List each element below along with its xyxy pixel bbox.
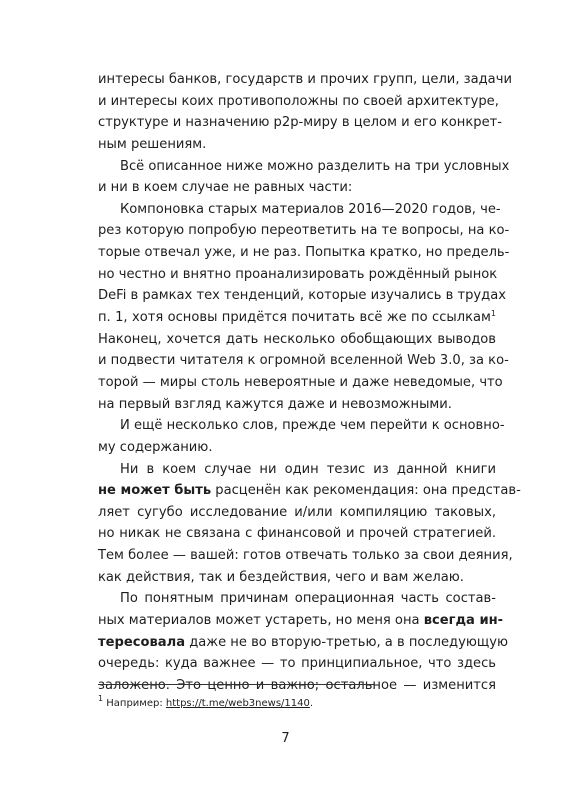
text-line: ным решениям. [98, 137, 207, 152]
text-line: и ни в коем случае не равных части: [98, 180, 353, 195]
text-line: торые отвечал уже, и не раз. Попытка кратко, но предель- [98, 245, 510, 260]
text-line: Всё описанное ниже можно разделить на три условных [120, 159, 510, 174]
text-segment: даже не во вторую-третью, а в последующую [185, 635, 508, 650]
bold-phrase: тересовала [98, 635, 186, 650]
text-line: но никак не связана с финансовой и прочей стратегией. [98, 526, 496, 541]
text-line: Наконец, хочется дать несколько обобщающих выводов [98, 332, 496, 347]
footnote-text: Например: [103, 698, 166, 709]
text-line: Компоновка старых материалов 2016—2020 годов, че- [120, 202, 501, 217]
text-line: заложено. Это ценно и важно; остальное — изменится [98, 678, 496, 693]
text-segment: п. 1, хотя основы придётся почитать всё же по ссылкам [98, 310, 491, 325]
text-line: ляет сугубо исследование и/или компиляцию таковых, [98, 505, 496, 520]
page-number: 7 [281, 731, 290, 746]
text-line: на первый взгляд кажутся даже и невозможными. [98, 397, 452, 412]
footnote-mark: 1 [98, 694, 104, 703]
footnote-link[interactable]: https://t.me/web3news/1140 [165, 698, 310, 709]
text-line: DeFi в рамках тех тенденций, которые изучались в трудах [98, 288, 506, 303]
text-segment: ных материалов может устареть, но меня она [98, 613, 424, 628]
text-line: И ещё несколько слов, прежде чем перейти к основно- [120, 418, 505, 433]
text-line: рез которую попробую переответить на те вопросы, на ко- [98, 223, 510, 238]
text-line: как действия, так и бездействия, чего и вам желаю. [98, 570, 464, 585]
text-line: но честно и внятно проанализировать рождённый рынок [98, 267, 498, 282]
footnote-divider [98, 684, 374, 685]
text-line: структуре и назначению p2p-миру в целом и его конкрет- [98, 115, 502, 130]
text-line: торой — миры столь невероятные и даже неведомые, что [98, 375, 503, 390]
text-line [98, 480, 521, 502]
footnote [98, 694, 314, 710]
bold-phrase: всегда ин- [423, 613, 504, 628]
bold-phrase: не может быть [98, 483, 212, 498]
text-line: и интересы коих противоположны по своей архитектуре, [98, 94, 499, 109]
text-line: и подвести читателя к огромной вселенной Web 3.0, за ко- [98, 353, 509, 368]
text-line [98, 610, 504, 632]
text-line: интересы банков, государств и прочих групп, цели, задачи [98, 72, 512, 87]
text-line [98, 307, 496, 329]
text-line: очередь: куда важнее — то принципиальное, что здесь [98, 656, 496, 671]
text-line: Ни в коем случае ни один тезис из данной книги [120, 462, 496, 477]
text-segment: расценён как рекомендация: она представ- [211, 483, 521, 498]
footnote-reference: 1 [490, 309, 496, 318]
text-line: По понятным причинам операционная часть состав- [120, 591, 496, 606]
text-line [98, 632, 508, 654]
text-line: му содержанию. [98, 440, 213, 455]
text-line: Тем более — вашей: готов отвечать только за свои деяния, [98, 548, 513, 563]
footnote-end: . [309, 698, 314, 709]
